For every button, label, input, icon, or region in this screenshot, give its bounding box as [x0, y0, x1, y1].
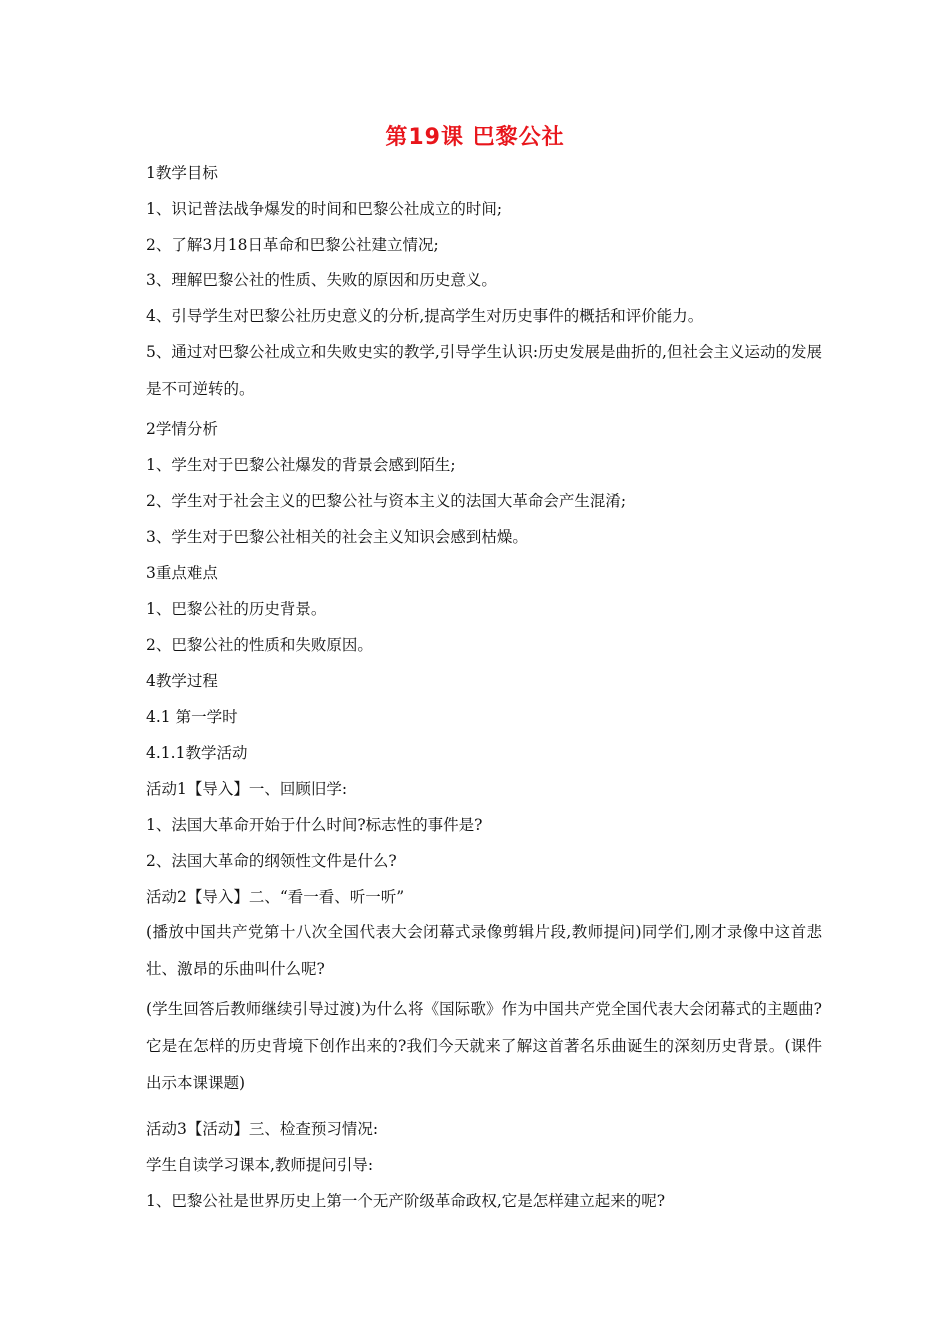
- activity-paragraph: 学生自读学习课本,教师提问引导:: [146, 1156, 374, 1174]
- section-heading-analysis: 2学情分析: [146, 420, 218, 438]
- activity-heading: 活动1【导入】一、回顾旧学:: [146, 780, 348, 798]
- activity-heading: 活动3【活动】三、检查预习情况:: [146, 1120, 379, 1138]
- activity-paragraph: (学生回答后教师继续引导过渡)为什么将《国际歌》作为中国共产党全国代表大会闭幕式的主题曲?它是在怎样的历史背境下创作出来的?我们今天就来了解这首著名乐曲诞生的深刻历史背景。(课件出示本课课题): [146, 1000, 822, 1092]
- activity-heading: 活动2【导入】二、“看一看、听一听”: [146, 888, 405, 906]
- objective-item: 1、识记普法战争爆发的时间和巴黎公社成立的时间;: [146, 200, 503, 218]
- analysis-item: 2、学生对于社会主义的巴黎公社与资本主义的法国大革命会产生混淆;: [146, 492, 627, 510]
- section-heading-process: 4教学过程: [146, 672, 218, 690]
- question-item: 2、法国大革命的纲领性文件是什么?: [146, 852, 397, 870]
- analysis-item: 1、学生对于巴黎公社爆发的背景会感到陌生;: [146, 456, 456, 474]
- question-item: 1、法国大革命开始于什么时间?标志性的事件是?: [146, 816, 483, 834]
- section-heading-key-points: 3重点难点: [146, 564, 218, 582]
- question-item: 1、巴黎公社是世界历史上第一个无产阶级革命政权,它是怎样建立起来的呢?: [146, 1192, 666, 1210]
- activity-paragraph: (播放中国共产党第十八次全国代表大会闭幕式录像剪辑片段,教师提问)同学们,刚才录像中这首悲壮、激昂的乐曲叫什么呢?: [146, 923, 822, 978]
- objective-item: 3、理解巴黎公社的性质、失败的原因和历史意义。: [146, 271, 497, 289]
- objective-item: 2、了解3月18日革命和巴黎公社建立情况;: [146, 236, 439, 254]
- objective-item: 5、通过对巴黎公社成立和失败史实的教学,引导学生认识:历史发展是曲折的,但社会主义运动的发展是不可逆转的。: [146, 343, 822, 398]
- subsection-heading: 4.1 第一学时: [146, 708, 238, 726]
- analysis-item: 3、学生对于巴黎公社相关的社会主义知识会感到枯燥。: [146, 528, 528, 546]
- objective-item: 4、引导学生对巴黎公社历史意义的分析,提高学生对历史事件的概括和评价能力。: [146, 307, 704, 325]
- subsection-heading: 4.1.1教学活动: [146, 744, 248, 762]
- key-point-item: 2、巴黎公社的性质和失败原因。: [146, 636, 373, 654]
- key-point-item: 1、巴黎公社的历史背景。: [146, 600, 327, 618]
- lesson-title: 第19课 巴黎公社: [385, 125, 565, 150]
- section-heading-objectives: 1教学目标: [146, 164, 218, 182]
